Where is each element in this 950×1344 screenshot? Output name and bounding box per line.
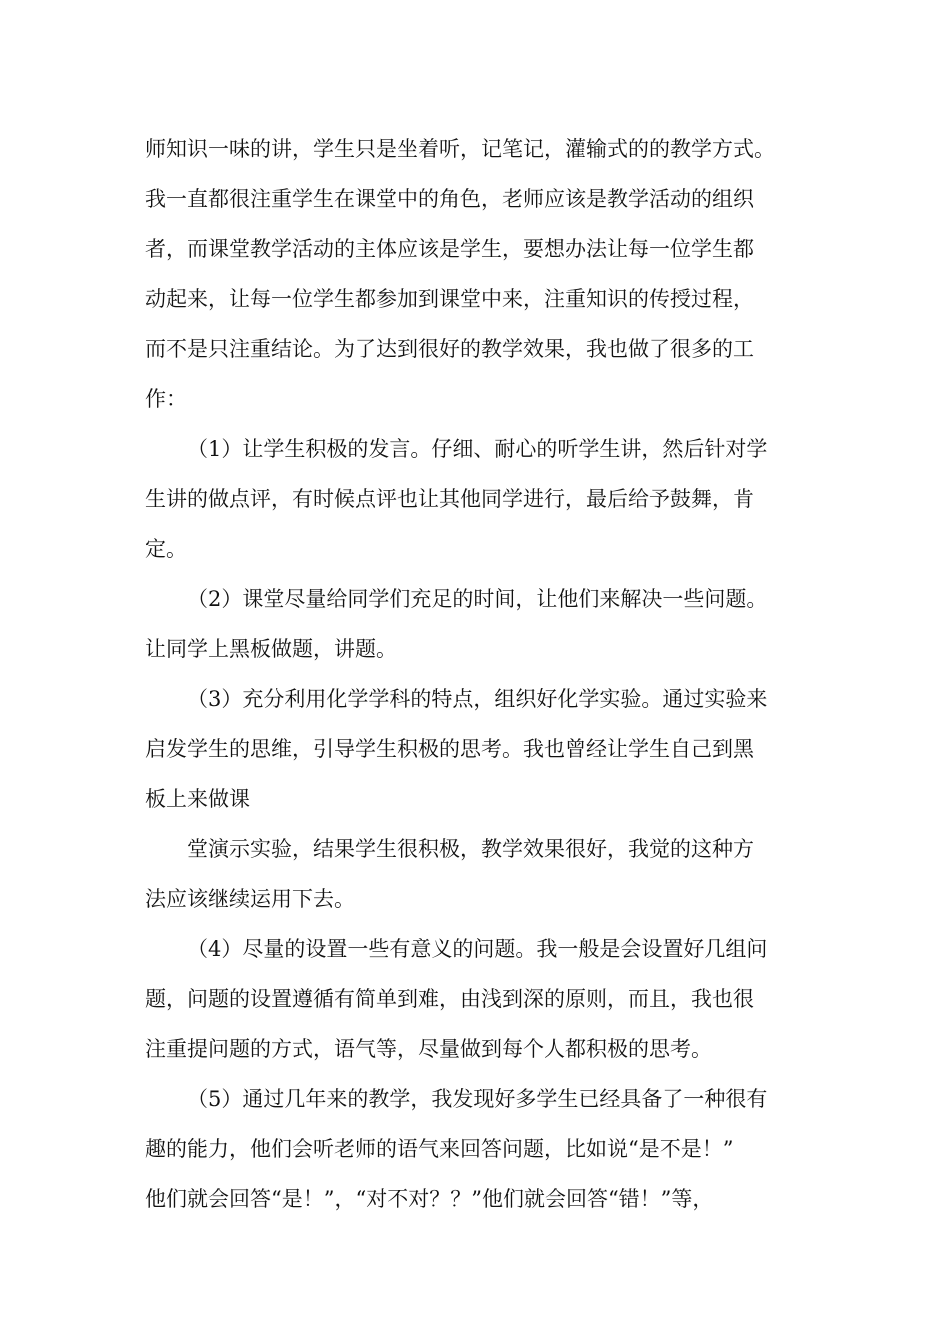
text-line: 板上来做课 <box>145 787 250 811</box>
text-line: 者，而课堂教学活动的主体应该是学生，要想办法让每一位学生都 <box>145 237 754 261</box>
text-line: 作： <box>145 387 187 411</box>
text-line: 定。 <box>145 537 187 561</box>
text-line: 启发学生的思维，引导学生积极的思考。我也曾经让学生自己到黑 <box>145 737 754 761</box>
text-line: （1）让学生积极的发言。仔细、耐心的听学生讲，然后针对学 <box>187 437 768 461</box>
text-line: 我一直都很注重学生在课堂中的角色，老师应该是教学活动的组织 <box>145 187 754 211</box>
text-line: 生讲的做点评，有时候点评也让其他同学进行，最后给予鼓舞，肯 <box>145 487 754 511</box>
text-line: （5）通过几年来的教学，我发现好多学生已经具备了一种很有 <box>187 1087 768 1111</box>
text-line: 题，问题的设置遵循有简单到难，由浅到深的原则，而且，我也很 <box>145 987 754 1011</box>
text-line: 而不是只注重结论。为了达到很好的教学效果，我也做了很多的工 <box>145 337 754 361</box>
text-line: 师知识一味的讲，学生只是坐着听，记笔记，灌输式的的教学方式。 <box>145 137 775 161</box>
text-line: （3）充分利用化学学科的特点，组织好化学实验。通过实验来 <box>187 687 768 711</box>
text-line: 让同学上黑板做题，讲题。 <box>145 637 397 661</box>
text-line: 动起来，让每一位学生都参加到课堂中来，注重知识的传授过程， <box>145 287 754 311</box>
text-line: 堂演示实验，结果学生很积极，教学效果很好，我觉的这种方 <box>187 837 754 861</box>
text-line: 法应该继续运用下去。 <box>145 887 355 911</box>
text-line: 趣的能力，他们会听老师的语气来回答问题，比如说“是不是！” <box>145 1137 734 1161</box>
text-line: 他们就会回答“是！”，“对不对？？”他们就会回答“错！”等， <box>145 1187 714 1211</box>
text-line: 注重提问题的方式，语气等，尽量做到每个人都积极的思考。 <box>145 1037 712 1061</box>
text-line: （4）尽量的设置一些有意义的问题。我一般是会设置好几组问 <box>187 937 768 961</box>
text-line: （2）课堂尽量给同学们充足的时间，让他们来解决一些问题。 <box>187 587 768 611</box>
